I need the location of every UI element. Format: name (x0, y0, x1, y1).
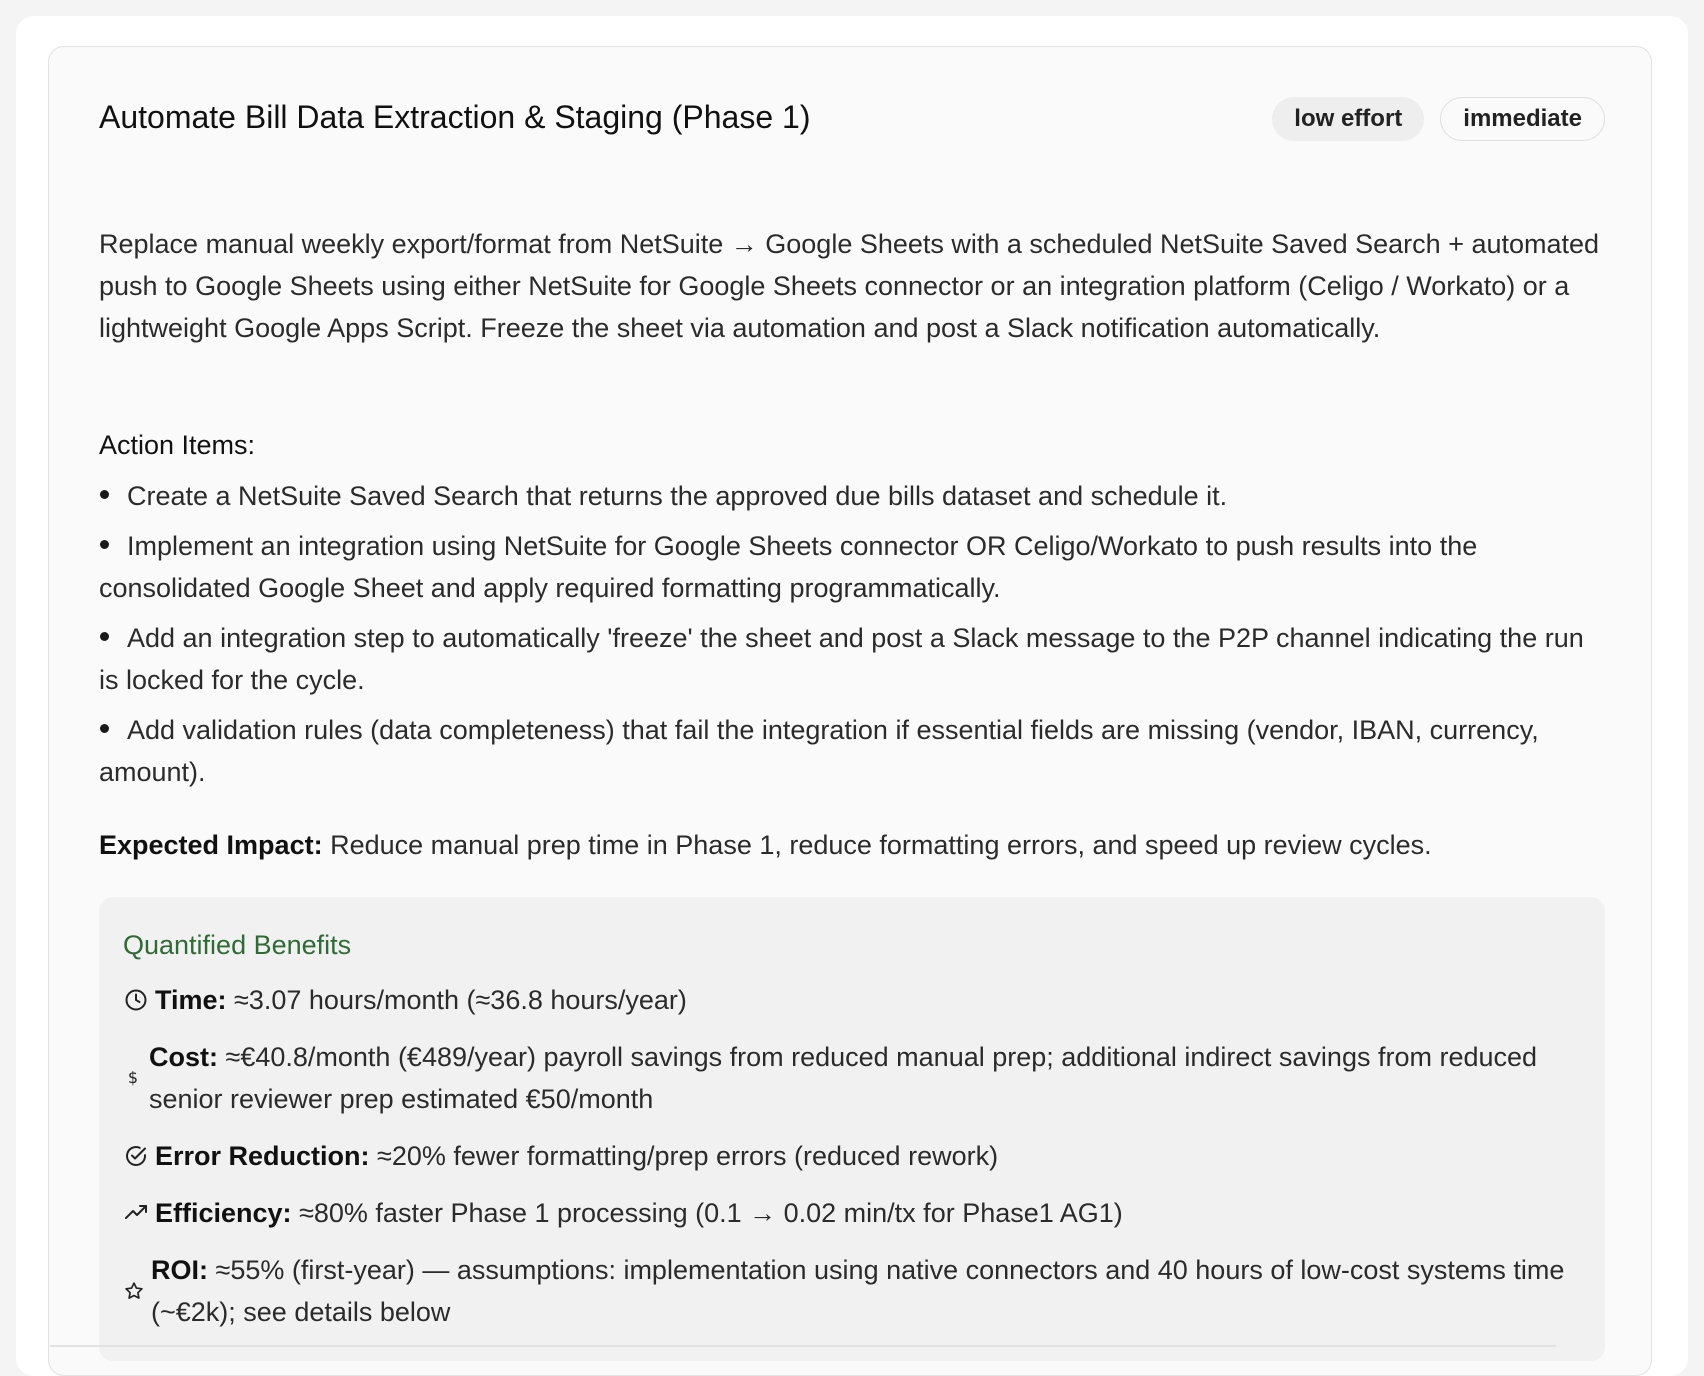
section-divider (50, 1345, 1556, 1347)
benefit-efficiency (123, 1192, 1573, 1234)
benefit-text: ≈20% fewer formatting/prep errors (reduced rework) (377, 1141, 999, 1171)
bullet-icon (100, 724, 109, 733)
list-item (99, 525, 1605, 609)
trending-up-icon (123, 1200, 149, 1226)
action-item-text: Implement an integration using NetSuite for Google Sheets connector OR Celigo/Workato to push results into the consolidated Google Sheet and apply required formatting programmatically. (99, 531, 1478, 603)
expected-impact-label: Expected Impact: (99, 830, 323, 860)
bullet-icon (100, 490, 109, 499)
benefit-text: ≈3.07 hours/month (≈36.8 hours/year) (234, 985, 687, 1015)
card-title: Automate Bill Data Extraction & Staging (Phase 1) (99, 99, 811, 135)
check-circle-icon (123, 1143, 149, 1169)
benefit-text: ≈€40.8/month (€489/year) payroll savings from reduced manual prep; additional indirect savings from reduced senior reviewer prep estimated €50/month (149, 1042, 1538, 1114)
card-header (99, 97, 1605, 147)
benefit-label: Time: (155, 985, 227, 1015)
badge-group (1272, 97, 1605, 141)
benefit-roi (123, 1249, 1573, 1333)
benefit-text: ≈80% faster Phase 1 processing (0.1 → 0.02 min/tx for Phase1 AG1) (299, 1198, 1123, 1228)
timing-badge: immediate (1440, 97, 1605, 141)
action-items-list (99, 475, 1605, 801)
star-icon (123, 1278, 145, 1304)
clock-icon (123, 987, 149, 1013)
benefit-label: Error Reduction: (155, 1141, 370, 1171)
benefit-error-reduction (123, 1135, 1573, 1177)
list-item (99, 475, 1605, 517)
benefit-label: Cost: (149, 1042, 218, 1072)
list-item (99, 617, 1605, 701)
expected-impact (99, 824, 1605, 866)
benefit-label: ROI: (151, 1255, 208, 1285)
list-item (99, 709, 1605, 793)
benefits-title: Quantified Benefits (123, 930, 352, 960)
action-item-text: Add validation rules (data completeness) that fail the integration if essential fields are missing (vendor, IBAN, currency, amount). (99, 715, 1539, 787)
expected-impact-text: Reduce manual prep time in Phase 1, reduce formatting errors, and speed up review cycles. (330, 830, 1432, 860)
quantified-benefits-panel (99, 897, 1605, 1361)
recommendation-card (48, 46, 1652, 1376)
benefit-time (123, 979, 1573, 1021)
action-item-text: Add an integration step to automatically 'freeze' the sheet and post a Slack message to the P2P channel indicating the run is locked for the cycle. (99, 623, 1584, 695)
effort-badge: low effort (1272, 97, 1424, 141)
bullet-icon (100, 540, 109, 549)
action-items-heading: Action Items: (99, 430, 256, 460)
benefit-label: Efficiency: (155, 1198, 292, 1228)
action-item-text: Create a NetSuite Saved Search that returns the approved due bills dataset and schedule it. (127, 481, 1228, 511)
card-description: Replace manual weekly export/format from NetSuite → Google Sheets with a scheduled NetSuite Saved Search + automated push to Google Sheets using either NetSuite for Google Sheets connector or an integration platform (Celigo / Workato) or a lightweight Google Apps Script. Freeze the sheet via automation and post a Slack notification automatically. (99, 229, 1600, 343)
dollar-icon: $ (127, 1068, 139, 1087)
benefit-text: ≈55% (first-year) — assumptions: implementation using native connectors and 40 hours of low-cost systems time (~€2k); see details below (151, 1255, 1565, 1327)
benefit-cost (123, 1036, 1573, 1120)
bullet-icon (100, 632, 109, 641)
